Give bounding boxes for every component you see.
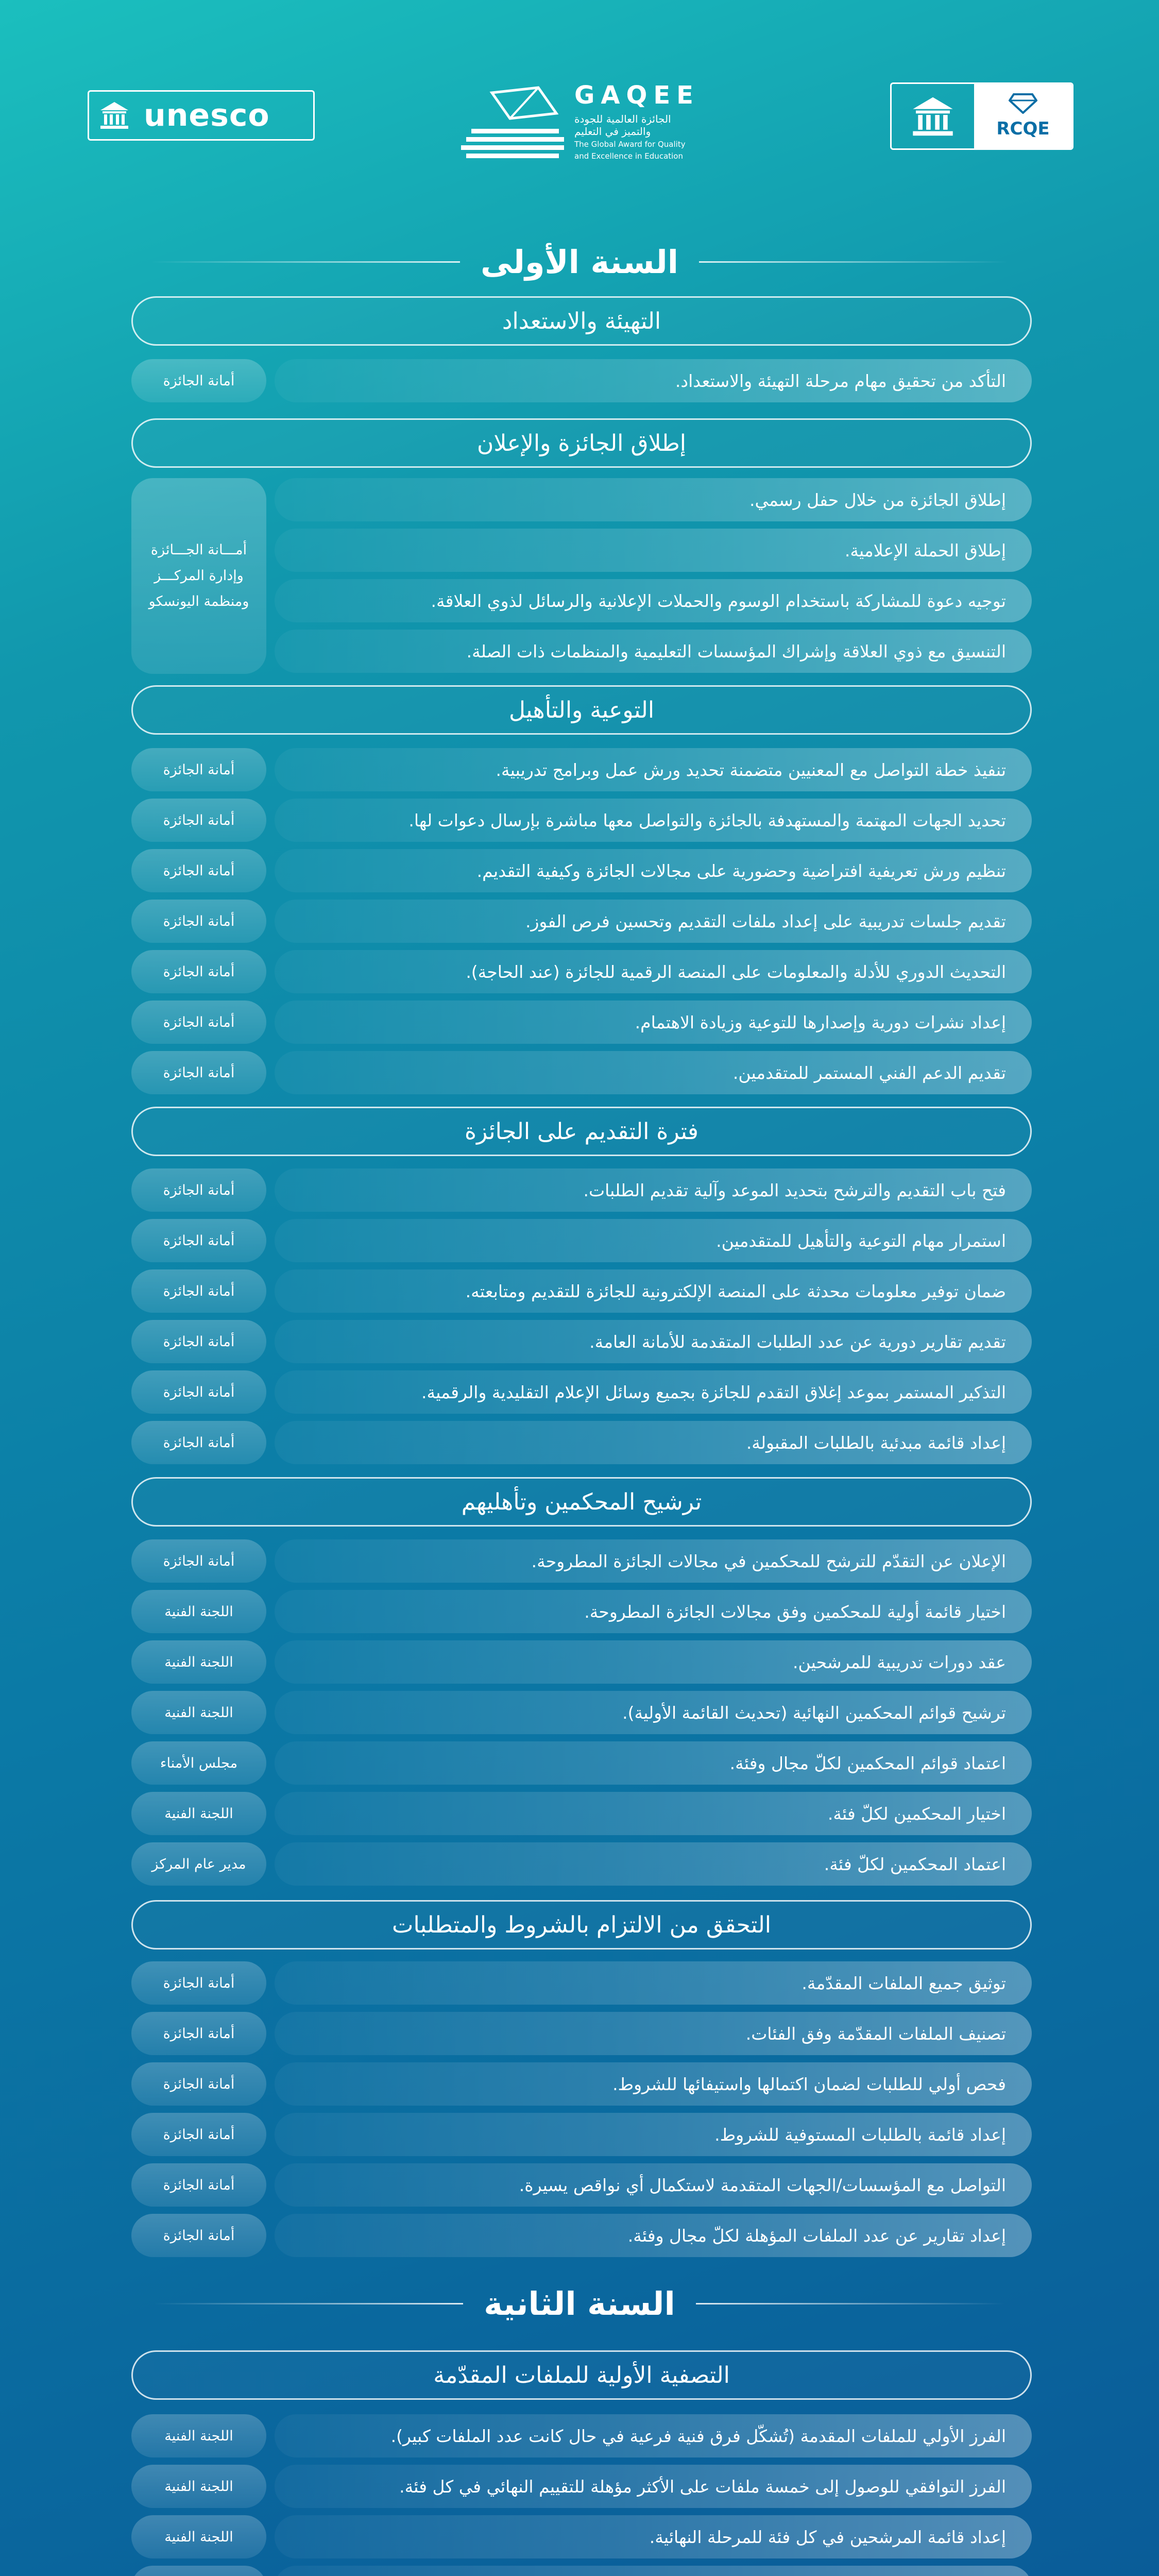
table-row [131,2214,1032,2257]
responsible-badge: أمانة الجائزة [131,849,266,892]
responsible-badge: أمانة الجائزة [131,1961,266,2005]
table-row [131,579,1032,622]
table-row [131,2414,1032,2458]
section-header: فترة التقديم على الجائزة [131,1107,1032,1156]
table-row [131,2163,1032,2207]
year-title: السنة الثانية [484,2284,675,2323]
table-row [131,2515,1032,2558]
divider [151,261,460,263]
responsible-badge: أمانة الجائزة [131,1219,266,1262]
table-row [131,1842,1032,1886]
table-row [131,2012,1032,2055]
task-text: إعداد قائمة مبدئية بالطلبات المقبولة. [275,1421,1032,1464]
responsible-badge [131,2566,266,2576]
responsible-badge: أمانة الجائزة [131,1539,266,1583]
responsible-line: أمـــانة الجـــائزة [150,542,247,558]
responsible-badge: اللجنة الفنية [131,2414,266,2458]
rcqe-wordmark: RCQE [996,118,1050,139]
responsible-badge: أمانة الجائزة [131,1168,266,1212]
task-text: فحص أولي للطلبات لضمان اكتمالها واستيفائها للشروط. [275,2062,1032,2106]
task-text: تنظيم ورش تعريفية افتراضية وحضورية على مجالات الجائزة وكيفية التقديم. [275,849,1032,892]
table-row [131,478,1032,521]
year-title: السنة الأولى [480,243,679,281]
responsible-badge: اللجنة الفنية [131,1792,266,1835]
table-row [131,799,1032,842]
task-text: إطلاق الحملة الإعلامية. [275,529,1032,572]
table-row [131,1961,1032,2005]
task-text: التحديث الدوري للأدلة والمعلومات على المنصة الرقمية للجائزة (عند الحاجة). [275,950,1032,993]
responsible-badge: أمانة الجائزة [131,2163,266,2207]
task-text: الإعلان عن التقدّم للترشح للمحكمين في مجالات الجائزة المطروحة. [275,1539,1032,1583]
task-text: تصنيف الملفات المقدّمة وفق الفئات. [275,2012,1032,2055]
gaqee-arabic-name: الجائزة العالمية للجودة والتميز في التعليم [574,113,671,138]
responsible-badge: أمانة الجائزة [131,950,266,993]
table-row [131,1370,1032,1414]
table-row [131,2566,1032,2576]
award-emblem-icon [461,82,564,160]
table-row [131,900,1032,943]
table-row [131,950,1032,993]
table-row [131,1590,1032,1633]
task-text: توجيه دعوة للمشاركة باستخدام الوسوم والحملات الإعلانية والرسائل لذوي العلاقة. [275,579,1032,622]
table-row [131,529,1032,572]
task-text [275,2566,1032,2576]
task-text: إعداد قائمة المرشحين في كل فئة للمرحلة النهائية. [275,2515,1032,2558]
task-text: تحديد الجهات المهتمة والمستهدفة بالجائزة والتواصل معها مباشرة بإرسال دعوات لها. [275,799,1032,842]
table-row [131,1051,1032,1094]
responsible-badge: أمانة الجائزة [131,1269,266,1313]
task-text: فتح باب التقديم والترشح بتحديد الموعد وآلية تقديم الطلبات. [275,1168,1032,1212]
section-header: التوعية والتأهيل [131,685,1032,735]
responsible-badge: أمانة الجائزة [131,1051,266,1094]
task-text: اختيار قائمة أولية للمحكمين وفق مجالات الجائزة المطروحة. [275,1590,1032,1633]
table-row [131,1421,1032,1464]
task-text: التنسيق مع ذوي العلاقة وإشراك المؤسسات التعليمية والمنظمات ذات الصلة. [275,630,1032,673]
responsible-badge: أمانة الجائزة [131,900,266,943]
task-text: توثيق جميع الملفات المقدّمة. [275,1961,1032,2005]
section-header: إطلاق الجائزة والإعلان [131,418,1032,468]
table-row [131,1741,1032,1785]
responsible-badge: أمانة الجائزة [131,359,266,402]
section-header: ترشيح المحكمين وتأهليهم [131,1477,1032,1527]
responsible-badge: مدير عام المركز [131,1842,266,1886]
table-row [131,630,1032,673]
year-heading [0,239,1159,285]
task-text: اختيار المحكمين لكلّ فئة. [275,1792,1032,1835]
responsible-badge: اللجنة الفنية [131,2515,266,2558]
temple-icon [96,97,132,133]
table-row [131,1640,1032,1684]
task-text: التذكير المستمر بموعد إغلاق التقدم للجائزة بجميع وسائل الإعلام التقليدية والرقمية. [275,1370,1032,1414]
divider [154,2303,463,2304]
table-row [131,359,1032,402]
header [0,77,1159,165]
gaqee-logo [461,77,698,165]
divider [696,2303,1005,2304]
responsible-badge: اللجنة الفنية [131,1691,266,1734]
responsible-badge: أمانة الجائزة [131,1370,266,1414]
section-header: التحقق من الالتزام بالشروط والمتطلبات [131,1900,1032,1950]
task-text: عقد دورات تدريبية للمرشحين. [275,1640,1032,1684]
diamond-icon [1009,93,1037,118]
task-text: تنفيذ خطة التواصل مع المعنيين متضمنة تحديد ورش عمل وبرامج تدريبية. [275,748,1032,791]
gaqee-english-line-1: The Global Award for Quality [574,140,686,149]
rcqe-logo [890,82,1073,150]
table-row [131,1792,1032,1835]
task-text: ضمان توفير معلومات محدثة على المنصة الإلكترونية للجائزة للتقديم ومتابعته. [275,1269,1032,1313]
task-text: إطلاق الجائزة من خلال حفل رسمي. [275,478,1032,521]
table-row [131,849,1032,892]
section-header: التهيئة والاستعداد [131,296,1032,346]
section-header: التصفية الأولية للملفات المقدّمة [131,2350,1032,2400]
task-text: إعداد نشرات دورية وإصدارها للتوعية وزيادة الاهتمام. [275,1001,1032,1044]
task-text: إعداد تقارير عن عدد الملفات المؤهلة لكلّ مجال وفئة. [275,2214,1032,2257]
table-row [131,748,1032,791]
unesco-wordmark: unesco [144,97,270,133]
task-text: التأكد من تحقيق مهام مرحلة التهيئة والاستعداد. [275,359,1032,402]
responsible-badge: اللجنة الفنية [131,1590,266,1633]
task-text: إعداد قائمة بالطلبات المستوفية للشروط. [275,2113,1032,2156]
divider [699,261,1008,263]
task-text: استمرار مهام التوعية والتأهيل للمتقدمين. [275,1219,1032,1262]
task-text: تقديم تقارير دورية عن عدد الطلبات المتقدمة للأمانة العامة. [275,1320,1032,1363]
task-text: التواصل مع المؤسسات/الجهات المتقدمة لاستكمال أي نواقص يسيرة. [275,2163,1032,2207]
unesco-logo [88,90,315,141]
table-row [131,1168,1032,1212]
table-row [131,1219,1032,1262]
responsible-badge: أمانة الجائزة [131,2214,266,2257]
temple-icon [892,84,974,148]
task-text: اعتماد المحكمين لكلّ فئة. [275,1842,1032,1886]
table-row [131,1269,1032,1313]
responsible-badge: مجلس الأمناء [131,1741,266,1785]
task-text: ترشيح قوائم المحكمين النهائية (تحديث القائمة الأولية). [275,1691,1032,1734]
table-row [131,1001,1032,1044]
task-text: تقديم جلسات تدريبية على إعداد ملفات التقديم وتحسين فرص الفوز. [275,900,1032,943]
table-row [131,2113,1032,2156]
task-text: تقديم الدعم الفني المستمر للمتقدمين. [275,1051,1032,1094]
responsible-badge: أمانة الجائزة [131,1320,266,1363]
responsible-badge: اللجنة الفنية [131,1640,266,1684]
table-row [131,1539,1032,1583]
task-text: اعتماد قوائم المحكمين لكلّ مجال وفئة. [275,1741,1032,1785]
responsible-badge: أمانة الجائزة [131,748,266,791]
task-text: الفرز التوافقي للوصول إلى خمسة ملفات على الأكثر مؤهلة للتقييم النهائي في كل فئة. [275,2465,1032,2508]
responsible-badge: أمانة الجائزة [131,2113,266,2156]
table-row [131,1691,1032,1734]
responsible-badge: أمانة الجائزة [131,1001,266,1044]
table-row [131,2062,1032,2106]
responsible-badge: أمانة الجائزة [131,2062,266,2106]
responsible-line: وإدارة المركـــز [154,568,244,584]
gaqee-title: GAQEE [574,81,700,110]
responsible-badge: أمانة الجائزة [131,799,266,842]
responsible-badge: أمانة الجائزة [131,2012,266,2055]
responsible-badge: اللجنة الفنية [131,2465,266,2508]
year-heading [0,2280,1159,2327]
table-row [131,2465,1032,2508]
responsible-badge: أمانة الجائزة [131,1421,266,1464]
table-row [131,1320,1032,1363]
task-text: الفرز الأولي للملفات المقدمة (تُشكّل فرق فنية فرعية في حال كانت عدد الملفات كبير). [275,2414,1032,2458]
gaqee-english-line-2: and Excellence in Education [574,151,683,161]
responsible-line: ومنظمة اليونسكو [148,594,249,609]
